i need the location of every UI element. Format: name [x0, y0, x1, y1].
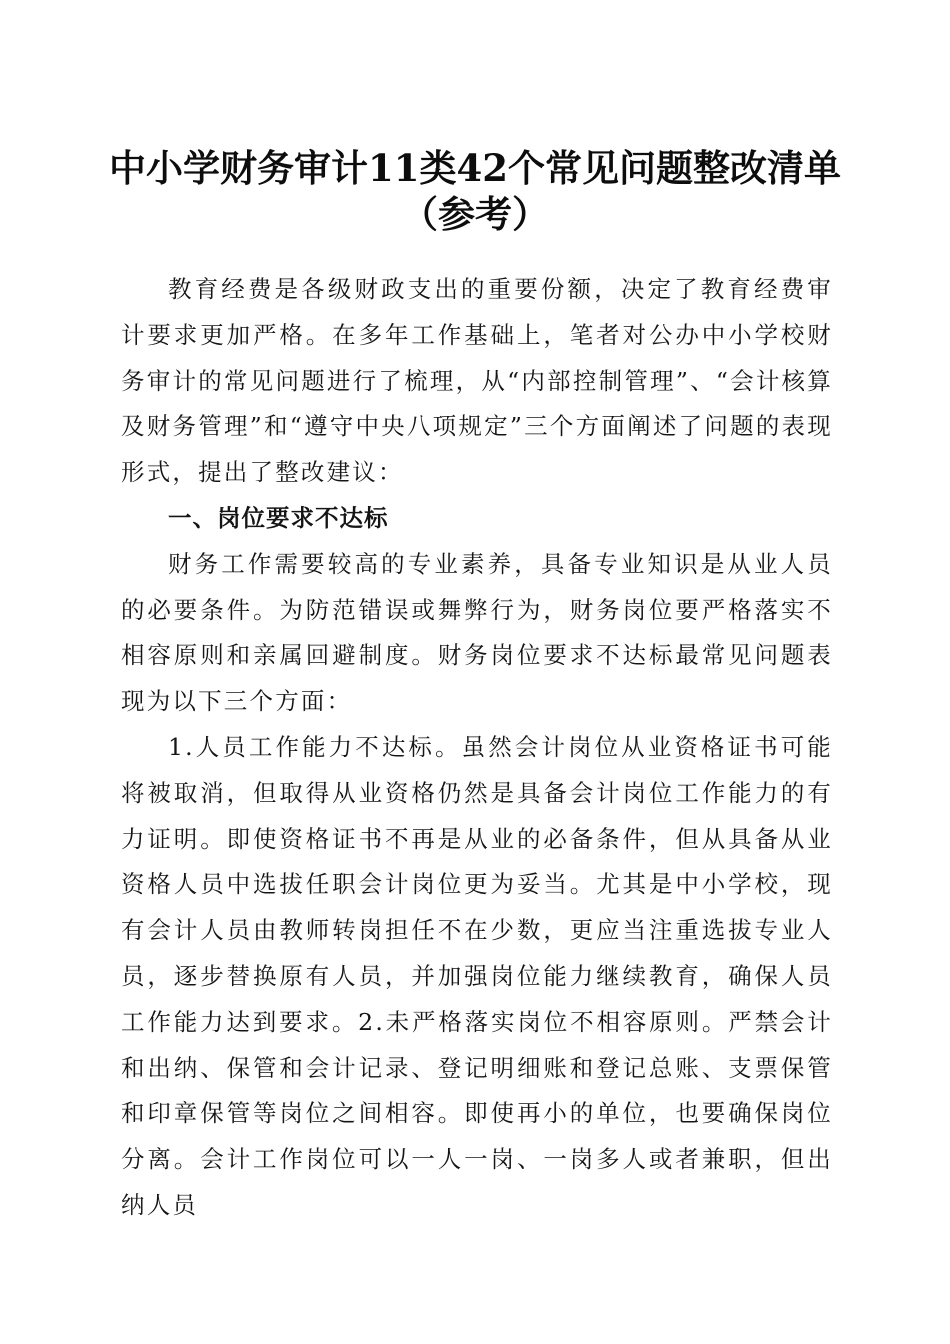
intro-paragraph: 教育经费是各级财政支出的重要份额，决定了教育经费审计要求更加严格。在多年工作基础上，笔者对公办中小学校财务审计的常见问题进行了梳理，从“内部控制管理”、“会计核算及财务管理”和“遵守中央八项规定”三个方面阐述了问题的表现形式，提出了整改建议： — [121, 275, 833, 487]
document-title: 中小学财务审计11类42个常见问题整改清单 — [109, 146, 841, 190]
document-subtitle: （参考） — [401, 192, 549, 236]
document-body — [121, 267, 833, 1229]
section-heading: 一、岗位要求不达标 — [168, 503, 389, 532]
section-paragraph: 财务工作需要较高的专业素养，具备专业知识是从业人员的必要条件。为防范错误或舞弊行为，财务岗位要严格落实不相容原则和亲属回避制度。财务岗位要求不达标最常见问题表现为以下三个方面： — [121, 549, 833, 716]
section-paragraph: 1.人员工作能力不达标。虽然会计岗位从业资格证书可能将被取消，但取得从业资格仍然是具备会计岗位工作能力的有力证明。即使资格证书不再是从业的必备条件，但从具备从业资格人员中选拔任职会计岗位更为妥当。尤其是中小学校，现有会计人员由教师转岗担任不在少数，更应当注重选拔专业人员，逐步替换原有人员，并加强岗位能力继续教育，确保人员工作能力达到要求。2.未严格落实岗位不相容原则。严禁会计和出纳、保管和会计记录、登记明细账和登记总账、支票保管和印章保管等岗位之间相容。即使再小的单位，也要确保岗位分离。会计工作岗位可以一人一岗、一岗多人或者兼职，但出纳人员 — [121, 732, 833, 1219]
